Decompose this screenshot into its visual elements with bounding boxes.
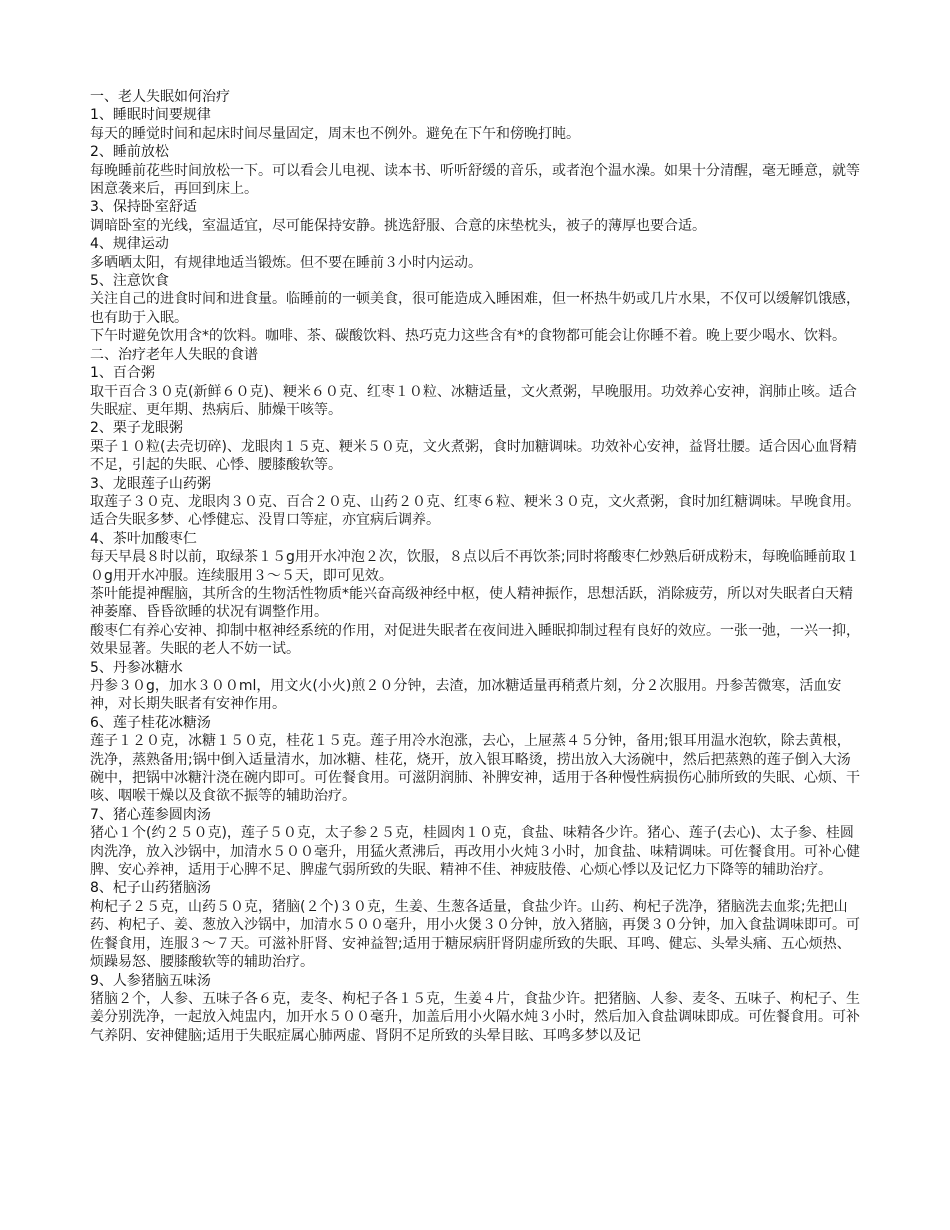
section-heading: 9、人参猪脑五味汤 <box>90 972 211 989</box>
section-heading: 7、猪心莲参圆肉汤 <box>90 806 211 823</box>
paragraph: 每天早晨８时以前，取绿茶１５g用开水冲泡２次，饮服，８点以后不再饮茶;同时将酸枣仁炒熟后研成粉末，每晚临睡前取１０g用开水冲服。连续服用３～５天，即可见效。 <box>90 549 860 584</box>
paragraph: 枸杞子２５克，山药５０克，猪脑(２个)３０克，生姜、生葱各适量，食盐少许。山药、枸杞子洗净，猪脑洗去血浆;先把山药、枸杞子、姜、葱放入沙锅中，加清水５００毫升，用小火煲３０分钟，放入猪脑，再煲３０分钟，加入食盐调味即可。可佐餐食用，连服３～７天。可滋补肝肾、安神益智;适用于糖尿病肝肾阴虚所致的失眠、耳鸣、健忘、头晕头痛、五心烦热、烦躁易怒、腰膝酸软等的辅助治疗。 <box>90 898 860 971</box>
section-heading: 一、老人失眠如何治疗 <box>90 89 230 105</box>
paragraph: 莲子１２０克，冰糖１５０克，桂花１５克。莲子用冷水泡涨，去心，上屉蒸４５分钟，备用;银耳用温水泡软，除去黄根，洗净，蒸熟备用;锅中倒入适量清水，加冰糖、桂花，烧开，放入银耳略烫，捞出放入大汤碗中，然后把蒸熟的莲子倒入大汤碗中，把锅中冰糖汁浇在碗内即可。可佐餐食用。可滋阴润肺、补脾安神，适用于各种慢性病损伤心肺所致的失眠、心烦、干咳、咽喉干燥以及食欲不振等的辅助治疗。 <box>90 733 860 805</box>
paragraph: 猪脑２个，人参、五味子各６克，麦冬、枸杞子各１５克，生姜４片，食盐少许。把猪脑、人参、麦冬、五味子、枸杞子、生姜分别洗净，一起放入炖盅内，加开水５００毫升，加盖后用小火隔水炖３小时，然后加入食盐调味即成。可佐餐食用。可补气养阴、安神健脑;适用于失眠症属心肺两虚、肾阴不足所致的头晕目眩、耳鸣多梦以及记 <box>90 990 860 1044</box>
paragraph: 栗子１０粒(去壳切碎)、龙眼肉１５克、粳米５０克，文火煮粥，食时加糖调味。功效补心安神，益肾壮腰。适合因心血肾精不足，引起的失眠、心悸、腰膝酸软等。 <box>90 438 857 474</box>
paragraph: 茶叶能提神醒脑，其所含的生物活性物质*能兴奋高级神经中枢，使人精神振作，思想活跃，消除疲劳，所以对失眠者白天精神萎靡、昏昏欲睡的状况有调整作用。 <box>90 585 853 621</box>
paragraph: 关注自己的进食时间和进食量。临睡前的一顿美食，很可能造成入睡困难，但一杯热牛奶或几片水果，不仅可以缓解饥饿感，也有助于入眠。 <box>90 291 860 326</box>
section-heading: 6、莲子桂花冰糖汤 <box>90 714 211 731</box>
paragraph: 取莲子３０克、龙眼肉３０克、百合２０克、山药２０克、红枣６粒、粳米３０克，文火煮粥，食时加红糖调味。早晚食用。适合失眠多梦、心悸健忘、没胃口等症，亦宜病后调养。 <box>90 493 860 529</box>
section-heading: 5、注意饮食 <box>90 273 169 290</box>
section-heading: 2、睡前放松 <box>90 144 169 161</box>
paragraph: 下午时避免饮用含*的饮料。咖啡、茶、碳酸饮料、热巧克力这些含有*的食物都可能会让你睡不着。晚上要少喝水、饮料。 <box>90 328 846 345</box>
section-heading: 4、规律运动 <box>90 236 169 253</box>
section-heading: 8、杞子山药猪脑汤 <box>90 880 211 897</box>
paragraph: 调暗卧室的光线，室温适宜，尽可能保持安静。挑选舒服、合意的床垫枕头，被子的薄厚也要合适。 <box>90 217 706 234</box>
paragraph: 每天的睡觉时间和起床时间尽量固定，周末也不例外。避免在下午和傍晚打盹。 <box>90 125 580 142</box>
paragraph: 取干百合３０克(新鲜６０克)、粳米６０克、红枣１０粒、冰糖适量，文火煮粥，早晚服用。功效养心安神，润肺止咳。适合失眠症、更年期、热病后、肺燥干咳等。 <box>90 383 857 418</box>
section-heading: 2、栗子龙眼粥 <box>90 420 183 437</box>
section-heading: 5、丹参冰糖水 <box>90 659 183 676</box>
section-heading: 3、龙眼莲子山药粥 <box>90 475 211 492</box>
section-heading: 二、治疗老年人失眠的食谱 <box>90 346 258 363</box>
section-heading: 4、茶叶加酸枣仁 <box>90 530 197 547</box>
section-heading: 3、保持卧室舒适 <box>90 199 197 216</box>
paragraph: 多晒晒太阳，有规律地适当锻炼。但不要在睡前３小时内运动。 <box>90 254 482 271</box>
paragraph: 每晚睡前花些时间放松一下。可以看会儿电视、读本书、听听舒缓的音乐，或者泡个温水澡。如果十分清醒，毫无睡意，就等困意袭来后，再回到床上。 <box>90 162 860 198</box>
paragraph: 猪心１个(约２５０克)，莲子５０克，太子参２５克，桂圆肉１０克，食盐、味精各少许。猪心、莲子(去心)、太子参、桂圆肉洗净，放入沙锅中，加清水５００毫升，用猛火煮沸后，再改用小火炖３小时，加食盐、味精调味。可佐餐食用。可补心健脾、安心养神，适用于心脾不足、脾虚气弱所致的失眠、精神不佳、神疲肢倦、心烦心悸以及记忆力下降等的辅助治疗。 <box>90 825 860 879</box>
paragraph: 丹参３０g，加水３００ml，用文火(小火)煎２０分钟，去渣，加冰糖适量再稍煮片刻，分２次服用。丹参苦微寒，活血安神，对长期失眠者有安神作用。 <box>90 678 842 713</box>
paragraph: 酸枣仁有养心安神、抑制中枢神经系统的作用，对促进失眠者在夜间进入睡眠抑制过程有良好的效应。一张一弛，一兴一抑，效果显著。失眠的老人不妨一试。 <box>90 622 860 658</box>
section-heading: 1、睡眠时间要规律 <box>90 107 211 124</box>
section-heading: 1、百合粥 <box>90 365 155 382</box>
document-body <box>90 88 860 1045</box>
